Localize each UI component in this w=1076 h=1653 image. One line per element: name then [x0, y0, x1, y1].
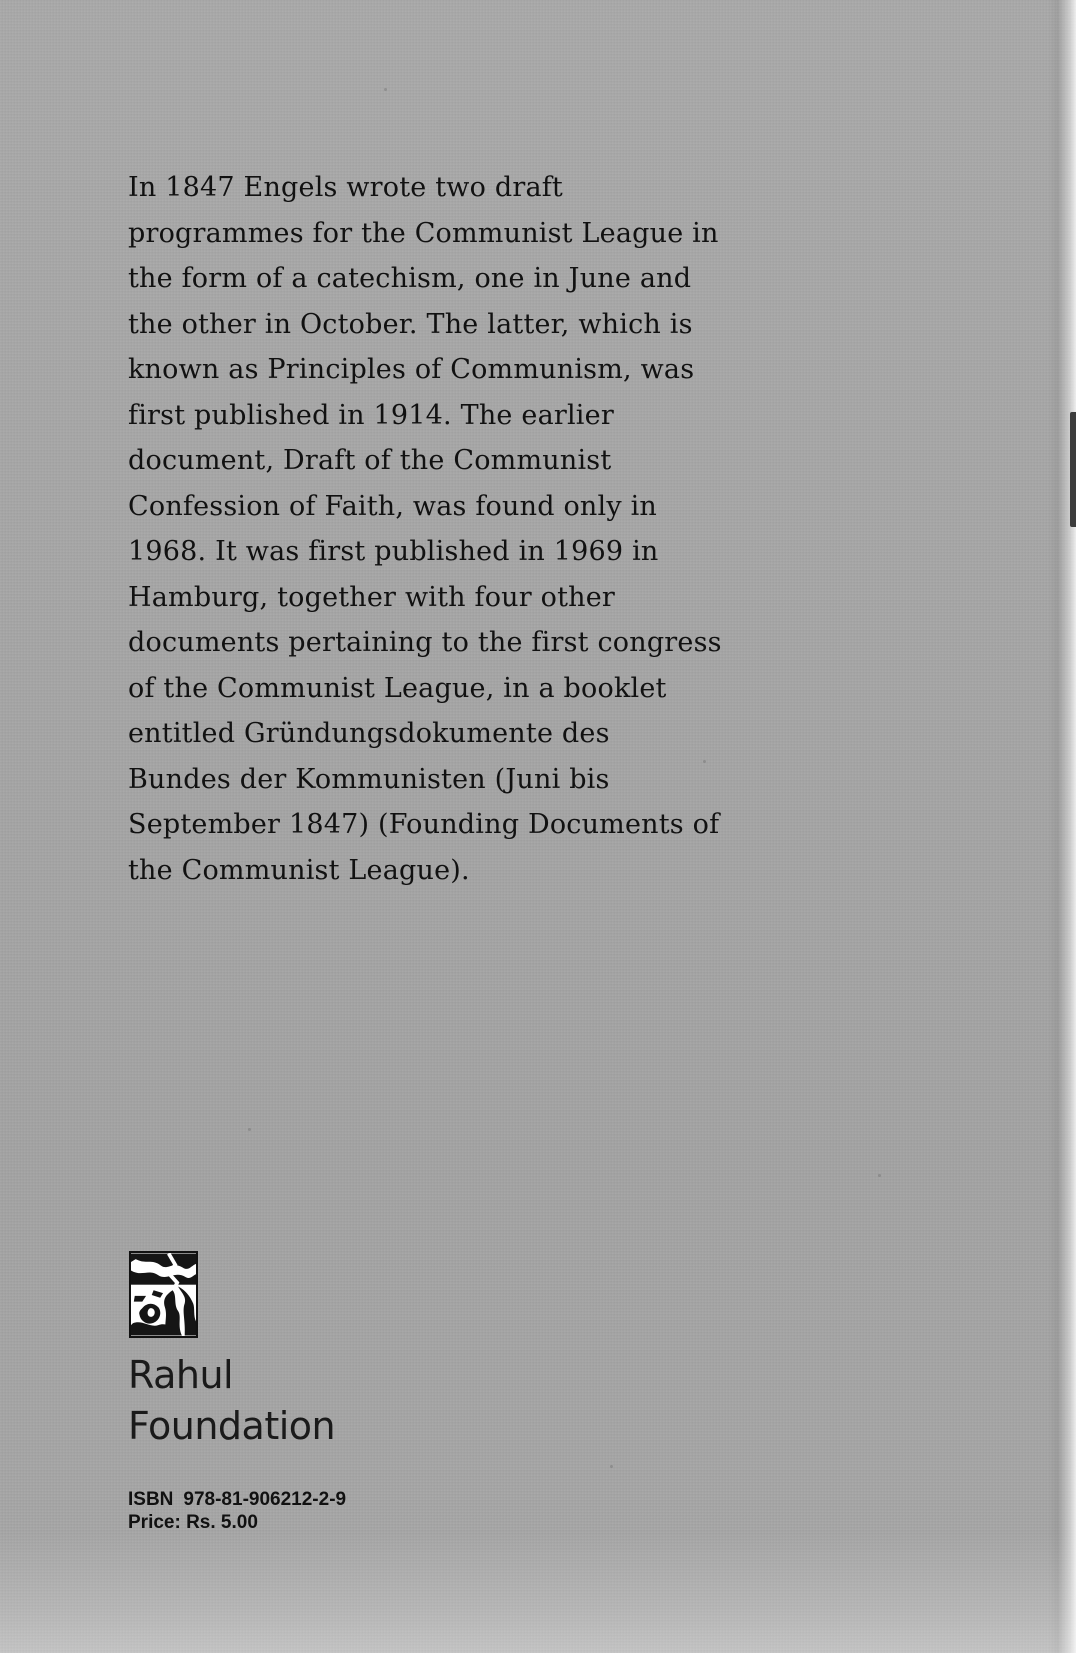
publisher-name-line-2: Foundation: [128, 1404, 336, 1448]
plastic-wrap-shine: [0, 1533, 1076, 1653]
paper-speck: [703, 760, 706, 763]
isbn-line: [128, 1488, 346, 1512]
paper-speck: [248, 1128, 251, 1131]
rahul-foundation-logo-icon: [129, 1251, 198, 1338]
price-line: Price: Rs. 5.00: [128, 1512, 258, 1533]
paper-speck: [384, 88, 387, 91]
publisher-name-line-1: Rahul: [128, 1353, 234, 1397]
paper-speck: [878, 1174, 881, 1177]
cover-right-edge: [1048, 0, 1076, 1653]
isbn-value: 978-81-906212-2-9: [183, 1489, 347, 1510]
paper-speck: [610, 1465, 613, 1468]
back-cover-blurb: In 1847 Engels wrote two draft programmes for the Communist League in the form of a catechism, one in June and the other in October. The latter, which is known as Principles of Communism, was first published in 1914. The earlier document, Draft of the Communist Confession of Faith, was found only in 1968. It was first published in 1969 in Hamburg, together with four other documents pertaining to the first congress of the Communist League, in a booklet entitled Gründungsdokumente des Bundes der Kommunisten (Juni bis September 1847) (Founding Documents of the Communist League).: [128, 172, 722, 886]
cover-edge-mark: [1070, 412, 1076, 527]
isbn-label: ISBN: [128, 1489, 174, 1510]
